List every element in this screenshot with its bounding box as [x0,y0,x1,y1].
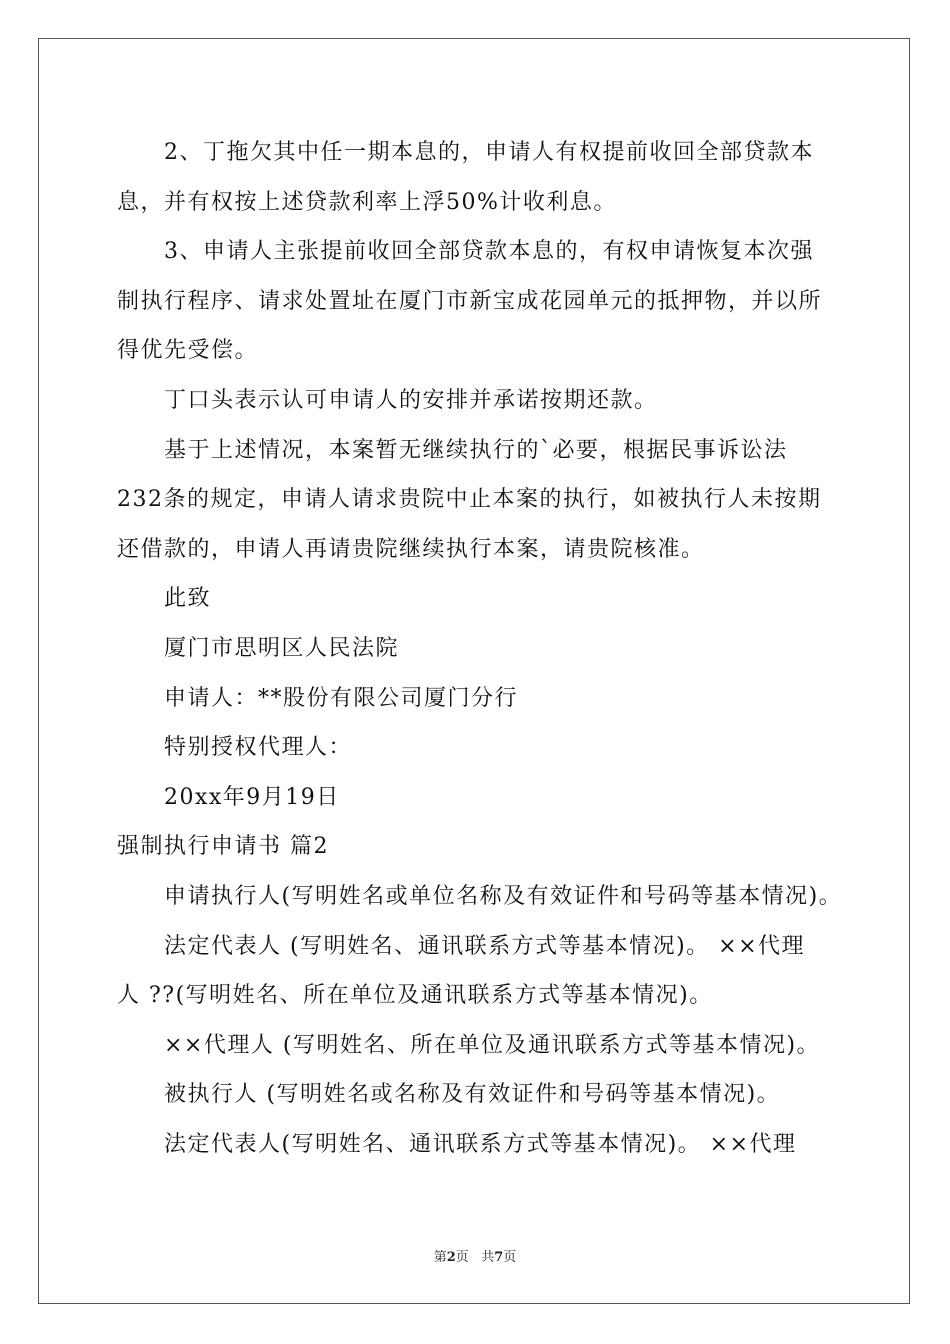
paragraph-line: 基于上述情况，本案暂无继续执行的`必要，根据民事诉讼法 [164,437,788,463]
paragraph-line: 息，并有权按上述贷款利率上浮50%计收利息。 [117,189,617,215]
page-total: 7 [494,1250,504,1265]
section-heading: 强制执行申请书 篇2 [117,834,329,860]
paragraph-line: ××代理人 (写明姓名、所在单位及通讯联系方式等基本情况)。 [164,1032,821,1058]
page-prefix: 第 [433,1250,447,1265]
recipient-court: 厦门市思明区人民法院 [164,635,400,661]
document-body [117,128,843,1169]
salutation: 此致 [164,586,212,612]
agent-line: 特别授权代理人： [164,735,353,761]
paragraph-line: 丁口头表示认可申请人的安排并承诺按期还款。 [164,387,658,413]
paragraph-line: 人 ??(写明姓名、所在单位及通讯联系方式等基本情况)。 [117,983,713,1009]
date-line: 20xx年9月19日 [164,784,340,810]
paragraph-line: 232条的规定，申请人请求贵院中止本案的执行，如被执行人未按期 [117,487,822,513]
paragraph-line: 得优先受偿。 [117,338,259,364]
paragraph-line: 法定代表人(写明姓名、通讯联系方式等基本情况)。 ××代理 [164,1131,797,1157]
paragraph-line: 3、申请人主张提前收回全部贷款本息的，有权申请恢复本次强 [164,239,814,265]
page-footer [0,1246,950,1265]
total-suffix: 页 [503,1250,517,1265]
page-current: 2 [446,1250,456,1265]
page-mid: 页 [455,1250,469,1265]
applicant-line: 申请人：**股份有限公司厦门分行 [164,685,519,711]
paragraph-line: 还借款的，申请人再请贵院继续执行本案，请贵院核准。 [117,536,705,562]
paragraph-line: 法定代表人 (写明姓名、通讯联系方式等基本情况)。 ××代理 [164,933,806,959]
paragraph-line: 制执行程序、请求处置址在厦门市新宝成花园单元的抵押物，并以所 [117,288,823,314]
paragraph-line: 被执行人 (写明姓名或名称及有效证件和号码等基本情况)。 [164,1082,781,1108]
total-prefix: 共 [481,1250,495,1265]
paragraph-line: 申请执行人(写明姓名或单位名称及有效证件和号码等基本情况)。 [164,883,843,909]
paragraph-line: 2、丁拖欠其中任一期本息的，申请人有权提前收回全部贷款本 [164,140,814,165]
